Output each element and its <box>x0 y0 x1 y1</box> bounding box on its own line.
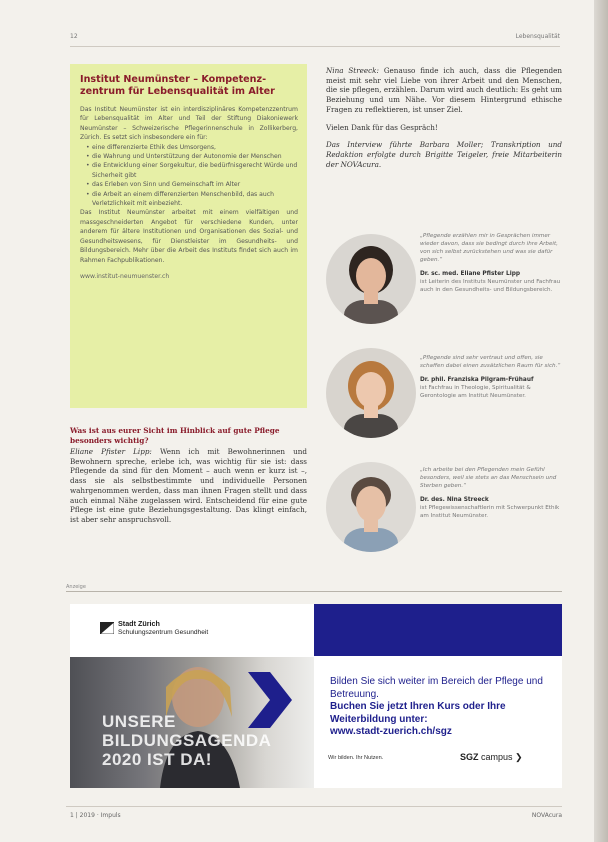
profile-role: ist Pflegewissenschaftlerin mit Schwerpunkt Ethik am Institut Neumünster. <box>420 505 560 519</box>
infobox-url-link[interactable]: www.institut-neumuenster.ch <box>80 272 170 280</box>
list-item: • eine differenzierte Ethik des Umsorgens, <box>86 143 298 152</box>
brand-part-b: campus <box>478 752 513 762</box>
advert-url-link[interactable]: www.stadt-zuerich.ch/sgz <box>330 726 452 738</box>
page-number: 12 <box>70 33 78 40</box>
answer-text: Genauso finde ich auch, dass die Pflegenden meist mit sehr viel Liebe von ihrer Arbeit und den Menschen, die sie pflegen, erzählen. Darum wird auch deutlich: Es geht um Beziehung und um Nähe. Vor diesem Hintergrund ethische Fragen zu reflektieren, ist unser Ziel. <box>326 66 562 114</box>
profile-caption-1 <box>420 232 562 294</box>
advert-tag: Anzeige <box>66 584 86 590</box>
list-item: • die Arbeit an einem differenzierten Menschenbild, das auch Verletzlichkeit mit einbezieht. <box>86 190 298 209</box>
footer-publication: NOVAcura <box>531 812 562 819</box>
portrait-photo-1 <box>326 234 416 324</box>
interview-answer <box>70 447 307 525</box>
advert-text-cta: Buchen Sie jetzt Ihren Kurs oder Ihre Weiterbildung unter: <box>330 701 506 725</box>
chevron-right-icon: ❯ <box>515 752 523 762</box>
zurich-crest-icon <box>100 622 114 634</box>
institute-info-box <box>70 64 307 408</box>
portrait-photo-3 <box>326 462 416 552</box>
logo-line-2: Schulungszentrum Gesundheit <box>118 629 209 636</box>
advert-blue-block <box>314 604 562 656</box>
infobox-outro: Das Institut Neumünster arbeitet mit einem vielfältigen und massgeschneiderten Angebot für verschiedene Kunden, unter anderem für ältere Institutionen und Organisationen des Sozial- und Gesundheitswesens, für Dienstleister im Gesundheits- und Bildungsbereich. Mehr über die Arbeit des Instituts findet sich auch im Rahmen Fachpublikationen. <box>80 209 298 264</box>
footer-issue: 1 | 2019 · Impuls <box>70 812 121 819</box>
page-spine <box>594 0 608 842</box>
advert-text-intro: Bilden Sie sich weiter im Bereich der Pflege und Betreuung. <box>330 676 543 700</box>
profile-caption-3 <box>420 466 562 520</box>
infobox-list <box>80 143 298 209</box>
profile-name: Dr. phil. Franziska Pilgram-Frühauf <box>420 377 534 383</box>
header-divider <box>70 46 560 47</box>
interview-question: Was ist aus eurer Sicht im Hinblick auf gute Pflege besonders wichtig? <box>70 426 280 445</box>
profile-role: ist Leiterin des Instituts Neumünster und Fachfrau auch in den Gesundheits- und Bildungsbereich. <box>420 279 561 293</box>
footer-divider <box>66 806 562 807</box>
brand-part-a: SGZ <box>460 752 479 762</box>
speaker-name: Nina Streeck: <box>326 66 379 75</box>
list-item: • die Entwicklung einer Sorgekultur, die bedürfnisgerecht Würde und Sicherheit gibt <box>86 161 298 180</box>
advert-slogan <box>102 712 271 769</box>
slogan-line-1: UNSERE <box>102 712 176 731</box>
profile-quote: „Ich arbeite bei den Pflegenden mein Gefühl besonders, weil sie stets an das Menschsein und Sterben geben.“ <box>420 467 557 489</box>
interview-answer <box>326 66 562 115</box>
advert-divider <box>66 591 562 592</box>
thanks-line: Vielen Dank für das Gespräch! <box>326 122 438 132</box>
section-title: Lebensqualität <box>515 33 560 40</box>
infobox-title: Institut Neumünster – Kompetenzzentrum für Lebensqualität im Alter <box>80 74 275 97</box>
profile-name: Dr. des. Nina Streeck <box>420 497 489 503</box>
advert-text <box>330 676 550 739</box>
portrait-photo-2 <box>326 348 416 438</box>
right-column-text <box>326 66 562 177</box>
left-column-text <box>70 426 307 525</box>
profile-quote: „Pflegende sind sehr vertraut und offen, sie schaffen dabei einen zusätzlichen Raum für sich.“ <box>420 355 561 369</box>
profile-name: Dr. sc. med. Eliane Pfister Lipp <box>420 271 520 277</box>
advert-footer: Wir bilden. Ihr Nutzen. <box>328 755 384 761</box>
interview-credit: Das Interview führte Barbara Moller; Transkription und Redaktion erfolgte durch Brigitte Teigeler, freie Mitarbeiterin der NOVAcura. <box>326 140 562 169</box>
profile-caption-2 <box>420 354 562 400</box>
profile-quote: „Pflegende erzählen mir in Gesprächen immer wieder davon, dass sie bedingt durch ihre Arbeit, von sich selbst zurückstehen und was sie dafür geben.“ <box>420 233 558 263</box>
list-item: • das Erleben von Sinn und Gemeinschaft im Alter <box>86 180 298 189</box>
list-item: • die Wahrung und Unterstützung der Autonomie der Menschen <box>86 152 298 161</box>
advert-logo <box>118 620 208 637</box>
profile-role: ist Fachfrau in Theologie, Spiritualität & Gerontologie am Institut Neumünster. <box>420 385 531 399</box>
infobox-intro: Das Institut Neumünster ist ein interdisziplinäres Kompetenzzentrum für Lebensqualität im Alter und Teil der Stiftung Diakoniewerk Neumünster – Schweizerische Pflegerinnenschule in Zollikerberg, Zürich. Es setzt sich insbesondere ein für: <box>80 106 298 142</box>
logo-line-1: Stadt Zürich <box>118 619 160 628</box>
slogan-line-2: BILDUNGSAGENDA <box>102 731 272 750</box>
slogan-line-3: 2020 IST DA! <box>102 750 212 769</box>
advert-brand-logo <box>460 752 523 763</box>
speaker-name: Eliane Pfister Lipp: <box>70 447 152 456</box>
answer-text: Wenn ich mit Bewohnerinnen und Bewohnern spreche, erlebe ich, was wichtig für sie ist: dass Pflegende da sind für den Moment – auch wenn er kurz ist –, dass sie als selbstbestimmte und individuelle Personen wahrgenommen werden, dass man ihnen Fragen stellt und dass auch einmal Nähe zugelassen wird. Entscheidend für eine gute Pflege ist eine gute Beziehungsgestaltung. Das klingt einfach, ist aber sehr anspruchsvoll. <box>70 447 307 524</box>
advert-banner[interactable] <box>70 604 562 788</box>
